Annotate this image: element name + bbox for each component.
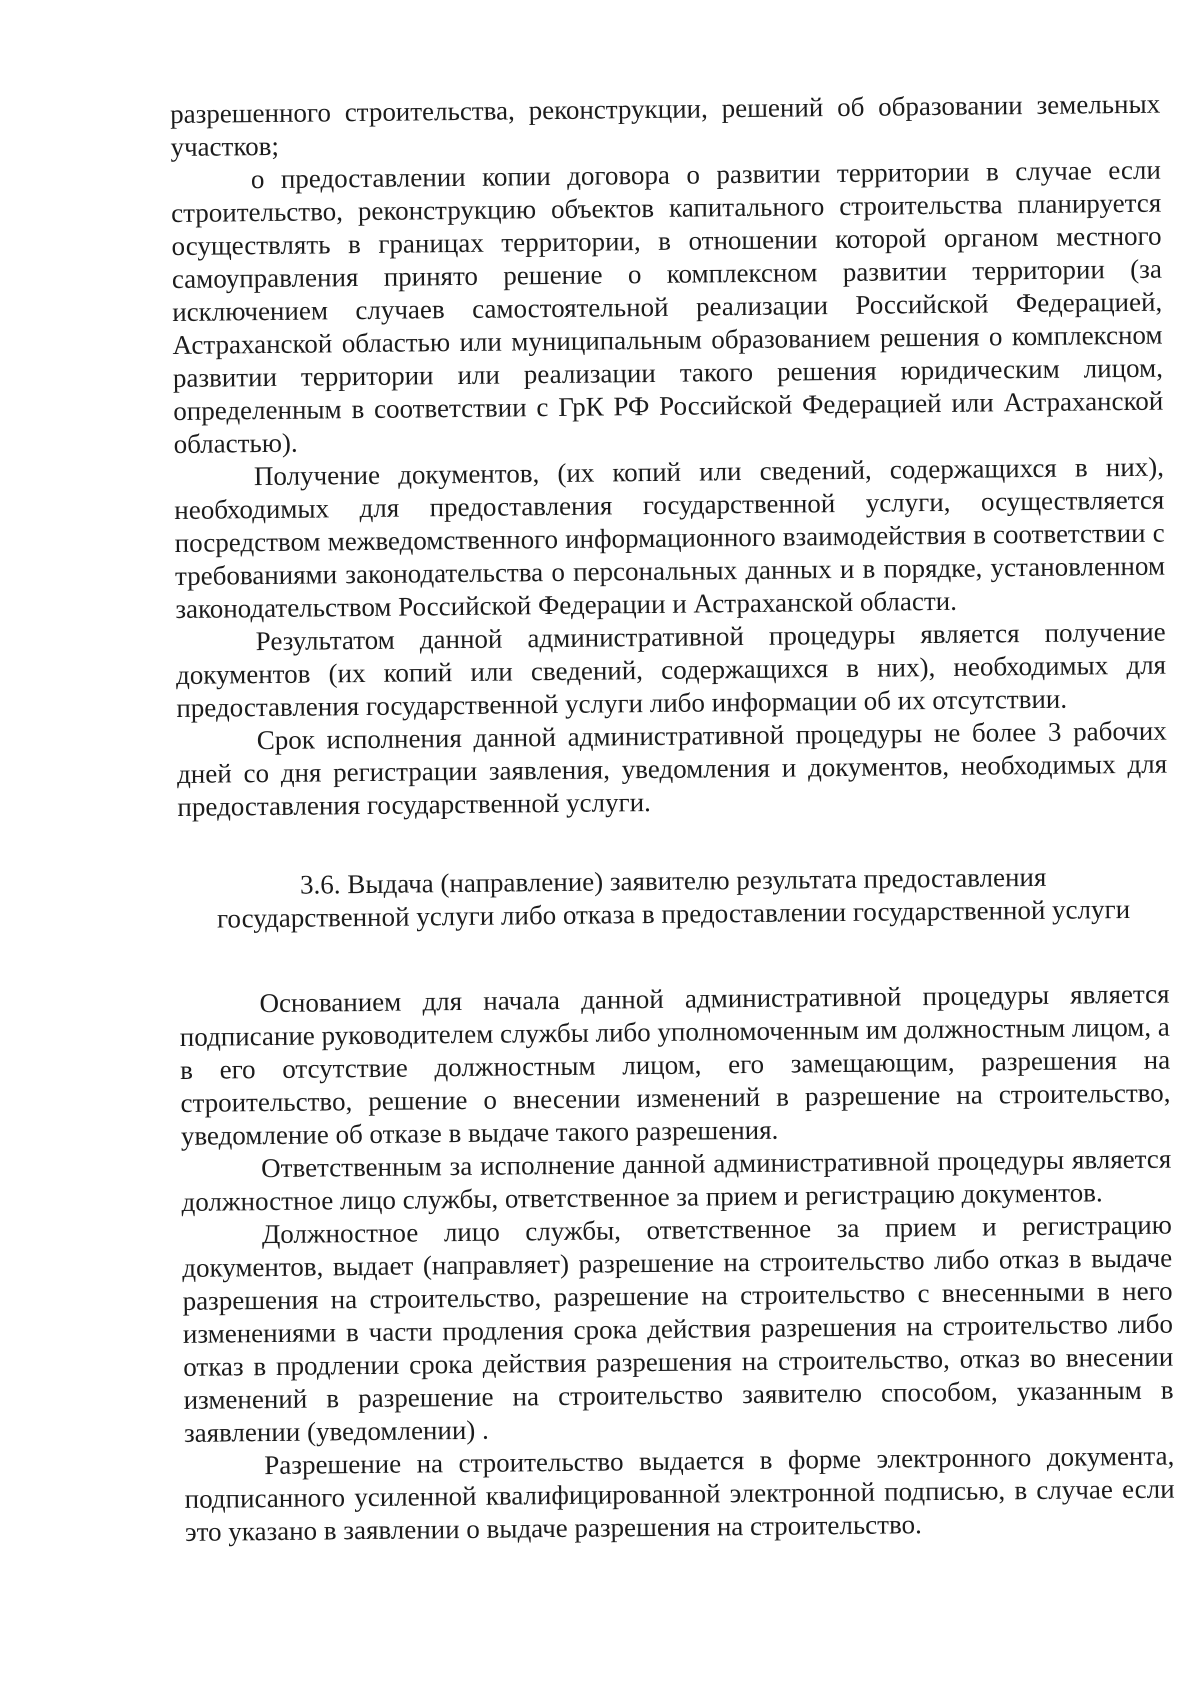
paragraph: Получение документов, (их копий или сведений, содержащихся в них), необходимых для предоставления государственной услуги, осуществляется посредством межведомственного информационного взаимодействия в соответствии с требованиями законодательства о персональных данных и в порядке, установленном законодательством Российской Федерации и Астраханской области. xyxy=(174,451,1166,624)
paragraph: Срок исполнения данной административной процедуры не более 3 рабочих дней со дня регистрации заявления, уведомления и документов, необходимых для предоставления государственной услуги. xyxy=(176,715,1168,822)
section-heading-line: 3.6. Выдача (направление) заявителю результата предоставления xyxy=(299,861,1047,900)
paragraph: Разрешение на строительство выдается в форме электронного документа, подписанного усиленной квалифицированной электронной подписью, в случае если это указано в заявлении о выдаче разрешения на строительство. xyxy=(184,1440,1175,1547)
paragraph: Должностное лицо службы, ответственное за прием и регистрацию документов, выдает (направляет) разрешение на строительство либо отказ в выдаче разрешения на строительство, разрешение на строительство с внесенными в него изменениями в части продления срока действия разрешения на строительство либо отказ в продлении срока действия разрешения на строительство, отказ во внесении изменений в разрешение на строительство заявителю способом, указанным в заявлении (уведомлении) . xyxy=(182,1209,1174,1448)
paragraph: разрешенного строительства, реконструкции, решений об образовании земельных участков; xyxy=(170,88,1161,162)
section-heading-line: государственной услуги либо отказа в предоставлении государственной услуги xyxy=(216,893,1131,934)
paragraph: Основанием для начала данной административной процедуры является подписание руководителем службы либо уполномоченным им должностным лицом, а в его отсутствие должностным лицом, его замещающим, разрешения на строительство, решение о внесении изменений в разрешение на строительство, уведомление об отказе в выдаче такого разрешения. xyxy=(179,978,1171,1151)
paragraph: Результатом данной административной процедуры является получение документов (их копий или сведений, содержащихся в них), необходимых для предоставления государственной услуги либо информации об их отсутствии. xyxy=(175,616,1167,723)
section-heading xyxy=(178,860,1169,936)
paragraph: о предоставлении копии договора о развитии территории в случае если строительство, реконструкцию объектов капитального строительства планируется осуществлять в границах территории, в отношении которой органом местного самоуправления принято решение о комплексном развитии территории (за исключением случаев самостоятельной реализации Российской Федерацией, Астраханской областью или муниципальным образованием решения о комплексном развитии территории или реализации такого решения юридическим лицом, определенным в соответствии с ГрК РФ Российской Федерацией или Астраханской областью). xyxy=(171,154,1164,459)
paragraph: Ответственным за исполнение данной административной процедуры является должностное лицо службы, ответственное за прием и регистрацию документов. xyxy=(181,1143,1172,1217)
document-body xyxy=(170,88,1175,1549)
